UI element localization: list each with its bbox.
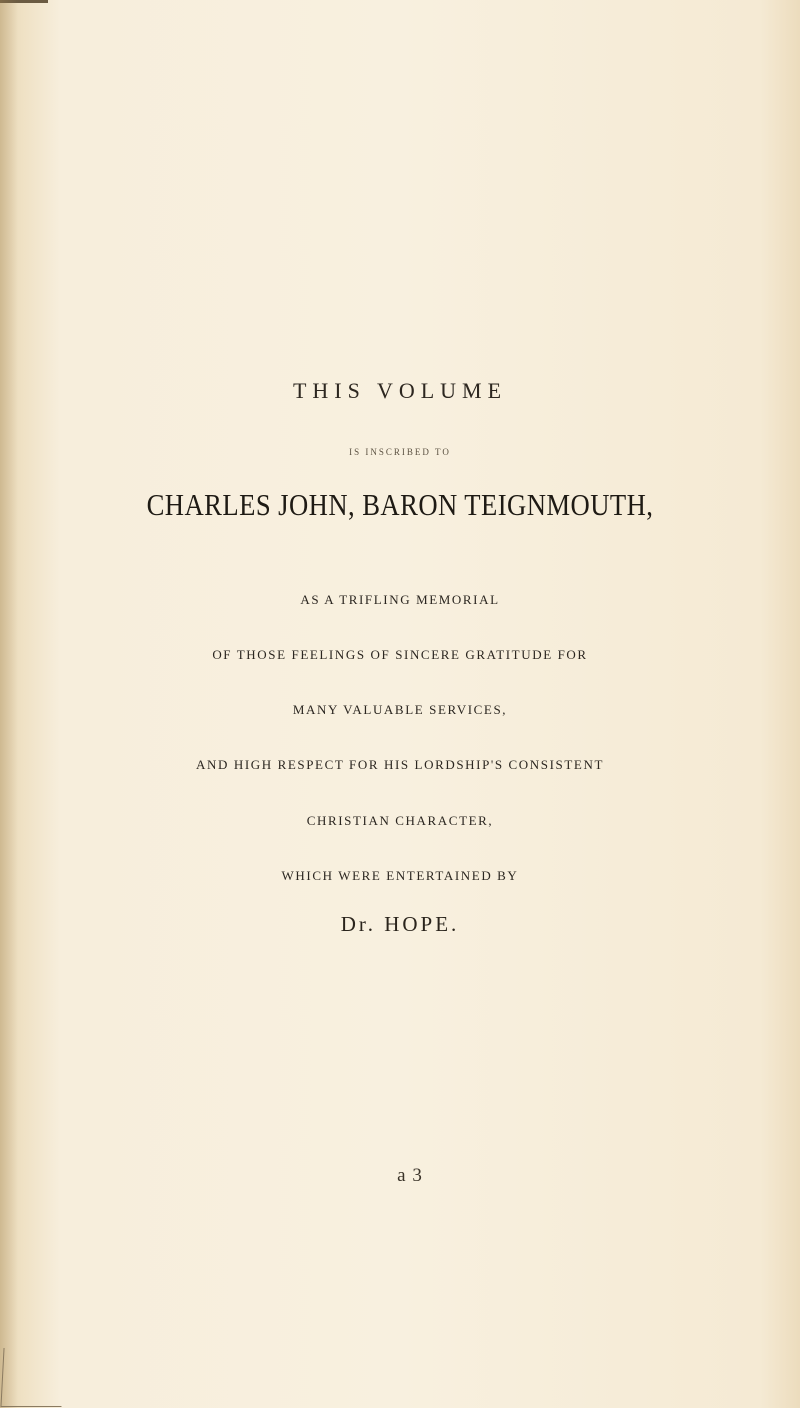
dedication-line-5: CHRISTIAN CHARACTER, [306, 813, 494, 828]
dedication-line-3: MANY VALUABLE SERVICES, [292, 702, 508, 717]
page-corner-mark [0, 1348, 64, 1407]
dedication-title: THIS VOLUME [292, 378, 508, 403]
inscribed-to-text: IS INSCRIBED TO [349, 447, 451, 457]
dedication-signature: Dr. HOPE. [340, 912, 460, 936]
dedication-line-2: OF THOSE FEELINGS OF SINCERE GRATITUDE FOR [212, 647, 588, 662]
dedication-line-6: WHICH WERE ENTERTAINED BY [281, 868, 519, 883]
dedication-line-1: AS A TRIFLING MEMORIAL [300, 592, 500, 607]
dedication-line-4: AND HIGH RESPECT FOR HIS LORDSHIP'S CONSISTENT [196, 757, 604, 772]
signature-mark: a 3 [397, 1165, 423, 1186]
dedicatee-name: CHARLES JOHN, BARON TEIGNMOUTH, [146, 487, 654, 522]
